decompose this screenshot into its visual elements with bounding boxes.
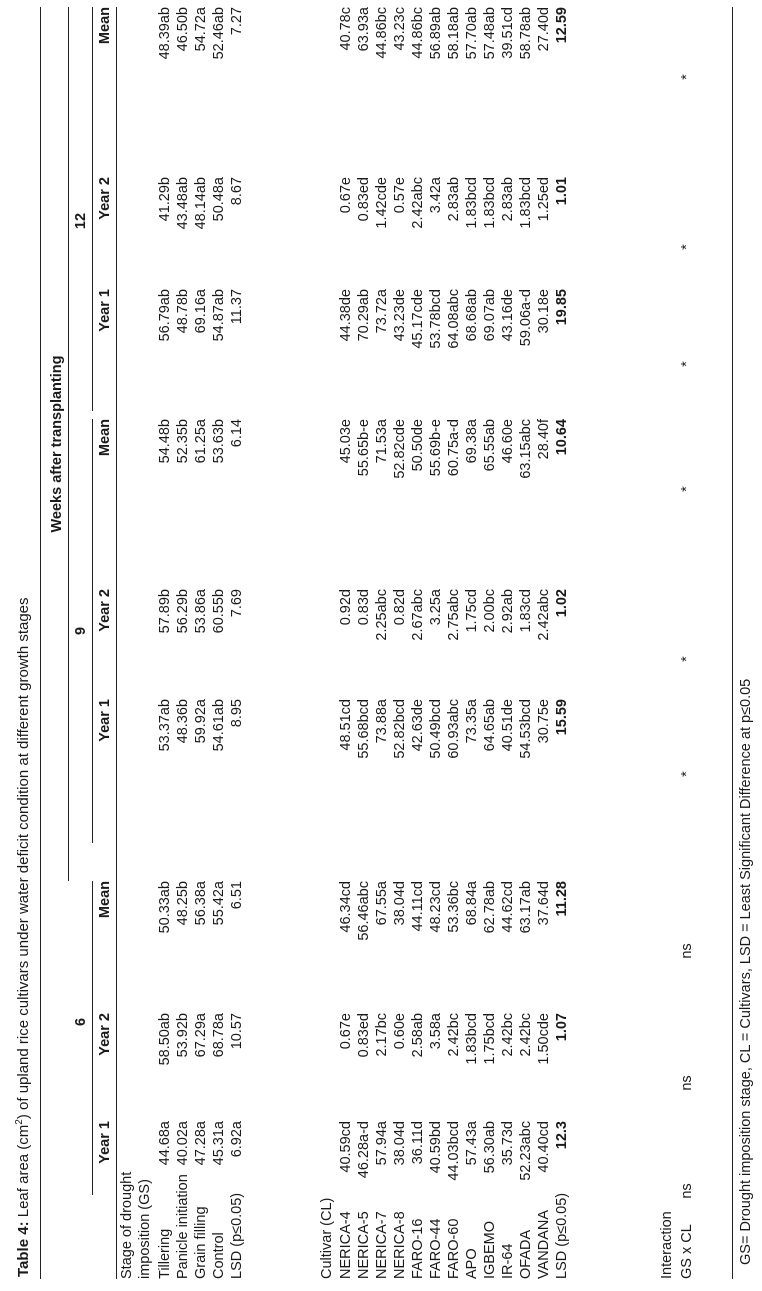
column-header-1: Year 1 <box>97 1121 113 1164</box>
cl-cell: 27.40d <box>536 7 552 52</box>
cl-cell: 46.34cd <box>338 881 354 933</box>
cl-cell: 2.67abc <box>410 589 426 641</box>
cl-row-label: FARO-16 <box>410 1218 426 1279</box>
gs-cell: 43.48ab <box>175 177 191 230</box>
gs-cell: 44.68a <box>157 1121 173 1166</box>
caption-label: Table 4: <box>15 1221 32 1277</box>
cl-cell: 12.59 <box>554 7 570 44</box>
gs-cell: 53.37ab <box>157 699 173 752</box>
cl-cell: 57.48ab <box>482 7 498 60</box>
cl-cell: 2.25abc <box>374 589 390 641</box>
cl-title: Cultivar (CL) <box>319 1197 335 1279</box>
cl-cell: 0.67e <box>338 177 354 214</box>
cl-cell: 48.23cd <box>428 881 444 933</box>
week-9-rule <box>92 419 93 843</box>
interaction-title: Interaction <box>659 1211 675 1279</box>
gs-row-label: Control <box>211 1232 227 1279</box>
cl-cell: 55.65b-e <box>356 419 372 477</box>
cl-cell: 40.51de <box>500 699 516 752</box>
footnote: GS= Drought imposition stage, CL = Cultivars, LSD = Least Significant Difference at p≤0.05 <box>738 678 754 1265</box>
week-12-rule <box>92 7 93 411</box>
cl-cell: 3.58a <box>428 1013 444 1050</box>
cl-cell: 1.50cde <box>536 1013 552 1065</box>
interaction-cell: * <box>679 656 695 662</box>
gs-cell: 52.46ab <box>211 7 227 60</box>
cl-cell: 30.75e <box>536 699 552 744</box>
cl-cell: 38.04d <box>392 881 408 926</box>
gs-cell: 68.78a <box>211 1013 227 1058</box>
cl-row-label: NERICA-5 <box>356 1211 372 1279</box>
gs-cell: 69.16a <box>193 289 209 334</box>
cl-row-label: APO <box>464 1248 480 1279</box>
cl-cell: 11.28 <box>554 881 570 917</box>
cl-cell: 50.50de <box>410 419 426 472</box>
cl-cell: 54.53bcd <box>518 699 534 759</box>
gs-cell: 50.33ab <box>157 881 173 934</box>
gs-cell: 54.48b <box>157 419 173 464</box>
gs-cell: 47.28a <box>193 1121 209 1166</box>
cl-cell: 44.62cd <box>500 881 516 933</box>
cl-cell: 37.64d <box>536 881 552 926</box>
cl-cell: 15.59 <box>554 699 570 736</box>
cl-cell: 52.23abc <box>518 1121 534 1181</box>
cl-cell: 1.75cd <box>464 589 480 633</box>
gs-cell: 6.92a <box>229 1121 245 1158</box>
span-rule <box>68 7 69 881</box>
cl-cell: 71.53a <box>374 419 390 464</box>
cl-cell: 0.92d <box>338 589 354 626</box>
gs-cell: 6.14 <box>229 419 245 448</box>
gs-cell: 6.51 <box>229 881 245 910</box>
column-header-6: Mean <box>97 419 113 457</box>
cl-cell: 1.83bcd <box>518 177 534 229</box>
cl-cell: 44.38de <box>338 289 354 342</box>
cl-row-label: OFADA <box>518 1229 534 1279</box>
week-9-header: 9 <box>73 626 89 636</box>
cl-cell: 45.17cde <box>410 289 426 349</box>
cl-cell: 28.40f <box>536 419 552 460</box>
cl-cell: 43.23de <box>392 289 408 342</box>
gs-cell: 48.36b <box>175 699 191 744</box>
gs-cell: 53.86a <box>193 589 209 634</box>
interaction-cell: ns <box>679 943 695 959</box>
column-header-3: Mean <box>97 881 113 919</box>
cl-cell: 53.78bcd <box>428 289 444 349</box>
cl-cell: 1.25ed <box>536 177 552 222</box>
interaction-cell: ns <box>679 1183 695 1199</box>
gs-cell: 48.25b <box>175 881 191 926</box>
cl-cell: 2.83ab <box>500 177 516 222</box>
gs-title-line1: Stage of drought <box>119 1171 135 1279</box>
gs-cell: 41.29b <box>157 177 173 222</box>
cl-cell: 1.75bcd <box>482 1013 498 1065</box>
cl-cell: 62.78ab <box>482 881 498 934</box>
gs-row-label: Grain filling <box>193 1206 209 1279</box>
column-header-2: Year 2 <box>97 1013 113 1056</box>
cl-cell: 73.72a <box>374 289 390 334</box>
cl-cell: 1.83bcd <box>482 177 498 229</box>
gs-title-line2: imposition (GS) <box>137 1179 153 1279</box>
cl-cell: 0.60e <box>392 1013 408 1050</box>
cl-cell: 2.42bc <box>446 1013 462 1057</box>
cl-cell: 1.83bcd <box>464 177 480 229</box>
gs-cell: 53.92b <box>175 1013 191 1058</box>
gs-cell: 45.31a <box>211 1121 227 1166</box>
cl-cell: 43.23c <box>392 7 408 51</box>
cl-cell: 64.08abc <box>446 289 462 349</box>
cl-cell: 30.18e <box>536 289 552 334</box>
cl-cell: 36.11d <box>410 1121 426 1165</box>
week-6-rule <box>92 881 93 1195</box>
cl-cell: 2.75abc <box>446 589 462 641</box>
cl-row-label: LSD (p≤0.05) <box>554 1192 570 1279</box>
gs-cell: 60.55b <box>211 589 227 634</box>
cl-cell: 40.78c <box>338 7 354 51</box>
cl-cell: 56.46abc <box>356 881 372 941</box>
column-header-7: Year 1 <box>97 289 113 332</box>
cl-cell: 0.83ed <box>356 1013 372 1058</box>
interaction-cell: * <box>679 74 695 80</box>
cl-cell: 1.83cd <box>518 589 534 633</box>
cl-cell: 40.59cd <box>338 1121 354 1173</box>
cl-cell: 43.16de <box>500 289 516 342</box>
cl-cell: 0.83ed <box>356 177 372 222</box>
gs-cell: 7.69 <box>229 589 245 618</box>
cl-cell: 1.83bcd <box>464 1013 480 1065</box>
cl-cell: 2.17bc <box>374 1013 390 1057</box>
cl-cell: 2.83ab <box>446 177 462 222</box>
cl-cell: 64.65ab <box>482 699 498 752</box>
gs-cell: 67.29a <box>193 1013 209 1058</box>
gs-cell: 7.27 <box>229 7 245 36</box>
interaction-cell: ns <box>679 1075 695 1091</box>
cl-cell: 2.42abc <box>410 177 426 229</box>
interaction-cell: * <box>679 361 695 367</box>
cl-cell: 2.58ab <box>410 1013 426 1058</box>
cl-cell: 2.92ab <box>500 589 516 634</box>
cl-cell: 58.78ab <box>518 7 534 60</box>
gs-cell: 48.78b <box>175 289 191 334</box>
cl-cell: 68.84a <box>464 881 480 926</box>
cl-cell: 3.42a <box>428 177 444 214</box>
gs-cell: 8.67 <box>229 177 245 206</box>
cl-row-label: NERICA-7 <box>374 1211 390 1279</box>
cl-cell: 55.68bcd <box>356 699 372 759</box>
interaction-row-label: GS x CL <box>679 1224 695 1279</box>
gs-cell: 46.50b <box>175 7 191 52</box>
cl-cell: 52.82cde <box>392 419 408 479</box>
caption-superscript: 2 <box>14 1119 25 1125</box>
column-header-8: Year 2 <box>97 177 113 220</box>
cl-cell: 3.25a <box>428 589 444 626</box>
gs-row-label: Tillering <box>157 1228 173 1279</box>
column-header-4: Year 1 <box>97 699 113 742</box>
cl-cell: 1.07 <box>554 1013 570 1042</box>
cl-cell: 19.85 <box>554 289 570 326</box>
gs-cell: 40.02a <box>175 1121 191 1166</box>
cl-cell: 53.36bc <box>446 881 462 933</box>
cl-row-label: FARO-44 <box>428 1218 444 1279</box>
gs-cell: 10.57 <box>229 1013 245 1050</box>
cl-cell: 44.86bc <box>410 7 426 59</box>
header-bottom-rule <box>116 7 117 1279</box>
top-rule <box>40 7 41 1279</box>
cl-cell: 0.57e <box>392 177 408 214</box>
gs-row-label: Panicle initiation <box>175 1174 191 1279</box>
span-title: Weeks after transplanting <box>49 355 65 533</box>
interaction-cell: * <box>679 244 695 250</box>
cl-cell: 40.59bd <box>428 1121 444 1174</box>
gs-cell: 54.87ab <box>211 289 227 342</box>
cl-cell: 10.64 <box>554 419 570 456</box>
cl-row-label: NERICA-4 <box>338 1211 354 1279</box>
cl-cell: 0.82d <box>392 589 408 626</box>
gs-cell: 59.92a <box>193 699 209 744</box>
cl-cell: 50.49bcd <box>428 699 444 759</box>
gs-cell: 54.72a <box>193 7 209 52</box>
gs-cell: 52.35b <box>175 419 191 464</box>
gs-cell: 57.89b <box>157 589 173 634</box>
cl-cell: 1.02 <box>554 589 570 618</box>
cl-cell: 70.29ab <box>356 289 372 342</box>
cl-cell: 46.28a-d <box>356 1121 372 1179</box>
cl-cell: 73.88a <box>374 699 390 744</box>
cl-cell: 42.63de <box>410 699 426 752</box>
cl-cell: 63.93a <box>356 7 372 52</box>
interaction-cell: * <box>679 771 695 777</box>
caption-text-after: ) of upland rice cultivars under water deficit condition at different growth stages <box>15 597 32 1120</box>
cl-cell: 2.42abc <box>536 589 552 641</box>
cl-cell: 46.60e <box>500 419 516 464</box>
cl-cell: 40.40cd <box>536 1121 552 1173</box>
cl-row-label: IGBEMO <box>482 1220 498 1279</box>
gs-cell: 56.38a <box>193 881 209 926</box>
cl-cell: 73.35a <box>464 699 480 744</box>
cl-cell: 44.86bc <box>374 7 390 59</box>
bottom-rule <box>732 7 733 1279</box>
gs-cell: 53.63b <box>211 419 227 464</box>
gs-cell: 58.50ab <box>157 1013 173 1066</box>
cl-row-label: VANDANA <box>536 1209 552 1279</box>
cl-cell: 2.42bc <box>518 1013 534 1057</box>
cl-row-label: FARO-60 <box>446 1218 462 1279</box>
gs-cell: 48.14ab <box>193 177 209 230</box>
cl-cell: 35.73d <box>500 1121 516 1166</box>
cl-cell: 56.30ab <box>482 1121 498 1174</box>
week-12-header: 12 <box>73 212 89 230</box>
cl-cell: 60.75a-d <box>446 419 462 477</box>
gs-cell: 56.79ab <box>157 289 173 342</box>
cl-cell: 57.43a <box>464 1121 480 1166</box>
cl-cell: 69.07ab <box>482 289 498 342</box>
cl-cell: 45.03e <box>338 419 354 464</box>
cl-cell: 69.38a <box>464 419 480 464</box>
cl-cell: 57.94a <box>374 1121 390 1166</box>
cl-cell: 1.42cde <box>374 177 390 229</box>
cl-cell: 65.55ab <box>482 419 498 472</box>
cl-cell: 63.15abc <box>518 419 534 479</box>
gs-cell: 54.61ab <box>211 699 227 752</box>
cl-cell: 52.82bcd <box>392 699 408 759</box>
cl-cell: 0.67e <box>338 1013 354 1050</box>
column-header-5: Year 2 <box>97 589 113 632</box>
cl-cell: 2.42bc <box>500 1013 516 1057</box>
cl-cell: 55.69b-e <box>428 419 444 477</box>
gs-cell: 50.48a <box>211 177 227 222</box>
cl-row-label: IR-64 <box>500 1243 516 1279</box>
cl-cell: 2.00bc <box>482 589 498 633</box>
cl-cell: 38.04d <box>392 1121 408 1166</box>
gs-cell: 11.37 <box>229 289 245 325</box>
gs-cell: 8.95 <box>229 699 245 728</box>
cl-row-label: NERICA-8 <box>392 1211 408 1279</box>
cl-cell: 57.70ab <box>464 7 480 60</box>
cl-cell: 48.51cd <box>338 699 354 751</box>
gs-cell: 55.42a <box>211 881 227 926</box>
gs-cell: 56.29b <box>175 589 191 634</box>
table-caption <box>14 597 32 1277</box>
caption-text-before: Leaf area (cm <box>15 1124 32 1222</box>
cl-cell: 44.03bcd <box>446 1121 462 1181</box>
gs-row-label: LSD (p≤0.05) <box>229 1192 245 1279</box>
gs-cell: 48.39ab <box>157 7 173 60</box>
cl-cell: 12.3 <box>554 1121 570 1150</box>
cl-cell: 44.11cd <box>410 881 426 932</box>
cl-cell: 67.55a <box>374 881 390 926</box>
cl-cell: 63.17ab <box>518 881 534 934</box>
cl-cell: 1.01 <box>554 177 570 206</box>
gs-cell: 61.25a <box>193 419 209 464</box>
cl-cell: 56.89ab <box>428 7 444 60</box>
cl-cell: 60.93abc <box>446 699 462 759</box>
interaction-cell: * <box>679 486 695 492</box>
cl-cell: 59.06a-d <box>518 289 534 347</box>
cl-cell: 39.51cd <box>500 7 516 59</box>
cl-cell: 58.18ab <box>446 7 462 60</box>
column-header-9: Mean <box>97 7 113 45</box>
cl-cell: 68.68ab <box>464 289 480 342</box>
cl-cell: 0.83d <box>356 589 372 626</box>
week-6-header: 6 <box>73 1017 89 1027</box>
